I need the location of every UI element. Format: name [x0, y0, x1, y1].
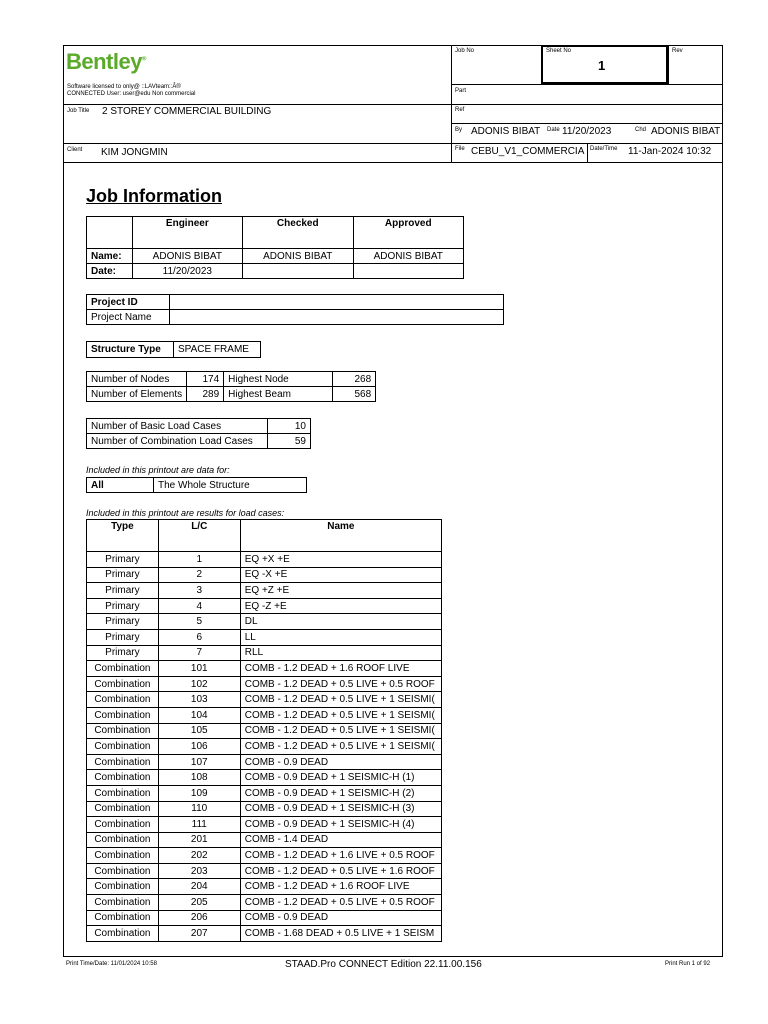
checked-name: ADONIS BIBAT	[243, 249, 353, 264]
lc-number-cell: 104	[158, 707, 240, 723]
table-row	[87, 754, 442, 770]
lc-type-cell: Combination	[87, 692, 159, 708]
lc-name-cell: COMB - 1.2 DEAD + 0.5 LIVE + 1 SEISMI(	[240, 692, 441, 708]
lc-number-cell: 102	[158, 676, 240, 692]
table-row	[87, 848, 442, 864]
lc-type-cell: Combination	[87, 926, 159, 942]
lc-type-cell: Combination	[87, 676, 159, 692]
lc-type-cell: Primary	[87, 629, 159, 645]
date-label: Date	[547, 127, 560, 133]
lc-number-cell: 203	[158, 863, 240, 879]
job-title: 2 STOREY COMMERCIAL BUILDING	[102, 106, 272, 117]
lc-number-cell: 206	[158, 910, 240, 926]
table-row	[87, 770, 442, 786]
table-row	[87, 926, 442, 942]
lc-name-cell: COMB - 1.2 DEAD + 0.5 LIVE + 0.5 ROOF	[240, 895, 441, 911]
lc-name-cell: COMB - 0.9 DEAD	[240, 754, 441, 770]
lc-name-cell: COMB - 0.9 DEAD + 1 SEISMIC-H (1)	[240, 770, 441, 786]
highest-beam-label: Highest Beam	[224, 387, 333, 402]
scope-table	[86, 477, 307, 493]
lc-name-cell: RLL	[240, 645, 441, 661]
approved-date	[353, 264, 464, 279]
lc-type-cell: Combination	[87, 739, 159, 755]
table-row	[87, 552, 442, 568]
lc-type-cell: Combination	[87, 723, 159, 739]
rev-label: Rev	[672, 48, 683, 54]
scope-desc: The Whole Structure	[154, 478, 307, 493]
col-engineer: Engineer	[132, 217, 242, 249]
print-run: Print Run 1 of 92	[665, 961, 711, 967]
lc-name-cell: COMB - 1.2 DEAD + 0.5 LIVE + 1 SEISMI(	[240, 723, 441, 739]
lc-type-cell: Combination	[87, 754, 159, 770]
lc-number-cell: 205	[158, 895, 240, 911]
date-value: 11/20/2023	[562, 126, 612, 137]
col-lc: L/C	[158, 520, 240, 552]
project-name-label: Project Name	[87, 310, 170, 325]
by-label: By	[455, 127, 463, 133]
part-label: Part	[455, 88, 467, 94]
file-label: File	[455, 146, 465, 152]
print-time: Print Time/Date: 11/01/2024 10:58	[66, 961, 157, 967]
lc-number-cell: 111	[158, 817, 240, 833]
lc-name-cell: COMB - 1.2 DEAD + 0.5 LIVE + 1 SEISMI(	[240, 739, 441, 755]
lc-name-cell: COMB - 1.4 DEAD	[240, 832, 441, 848]
table-row	[87, 707, 442, 723]
job-information-title: Job Information	[86, 186, 222, 206]
table-row	[87, 832, 442, 848]
lc-number-cell: 101	[158, 661, 240, 677]
structure-type-label: Structure Type	[87, 342, 174, 358]
table-row	[87, 645, 442, 661]
nodes-elements-table	[86, 371, 376, 402]
lc-number-cell: 7	[158, 645, 240, 661]
lc-name-cell: DL	[240, 614, 441, 630]
lc-type-cell: Primary	[87, 567, 159, 583]
table-row	[87, 598, 442, 614]
combo-lc-label: Number of Combination Load Cases	[87, 434, 268, 449]
lc-type-cell: Combination	[87, 707, 159, 723]
load-case-count-table	[86, 418, 311, 449]
col-name: Name	[240, 520, 441, 552]
lc-number-cell: 6	[158, 629, 240, 645]
lc-type-cell: Combination	[87, 801, 159, 817]
table-row	[87, 895, 442, 911]
lc-type-cell: Primary	[87, 552, 159, 568]
project-table	[86, 294, 504, 325]
chd-value: ADONIS BIBAT	[651, 126, 721, 137]
elements-label: Number of Elements	[87, 387, 187, 402]
table-row	[87, 583, 442, 599]
lc-number-cell: 105	[158, 723, 240, 739]
structure-type-value: SPACE FRAME	[174, 342, 261, 358]
lc-name-cell: COMB - 1.2 DEAD + 1.6 ROOF LIVE	[240, 879, 441, 895]
sheet-no-label: Sheet No	[546, 48, 572, 54]
lc-type-cell: Combination	[87, 848, 159, 864]
datetime-value: 11-Jan-2024 10:32	[628, 146, 712, 157]
table-row	[87, 801, 442, 817]
scope-label: All	[87, 478, 154, 493]
lc-number-cell: 109	[158, 785, 240, 801]
checked-date	[243, 264, 353, 279]
lc-number-cell: 103	[158, 692, 240, 708]
highest-node-value: 268	[333, 372, 376, 387]
nodes-label: Number of Nodes	[87, 372, 187, 387]
lc-name-cell: EQ -X +E	[240, 567, 441, 583]
lc-number-cell: 201	[158, 832, 240, 848]
lc-number-cell: 202	[158, 848, 240, 864]
data-note: Included in this printout are data for:	[86, 465, 230, 475]
combo-lc-value: 59	[268, 434, 311, 449]
lc-type-cell: Combination	[87, 863, 159, 879]
lc-type-cell: Combination	[87, 910, 159, 926]
col-type: Type	[87, 520, 159, 552]
lc-name-cell: LL	[240, 629, 441, 645]
table-row	[87, 817, 442, 833]
lc-name-cell: COMB - 0.9 DEAD + 1 SEISMIC-H (2)	[240, 785, 441, 801]
lc-name-cell: COMB - 1.2 DEAD + 0.5 LIVE + 0.5 ROOF	[240, 676, 441, 692]
project-id-value	[170, 295, 504, 310]
lc-name-cell: EQ -Z +E	[240, 598, 441, 614]
lc-name-cell: COMB - 0.9 DEAD + 1 SEISMIC-H (3)	[240, 801, 441, 817]
nodes-value: 174	[187, 372, 224, 387]
lc-number-cell: 3	[158, 583, 240, 599]
lc-type-cell: Primary	[87, 614, 159, 630]
table-row	[87, 567, 442, 583]
job-no-label: Job No	[455, 48, 475, 54]
project-id-label: Project ID	[87, 295, 170, 310]
chd-label: Chd	[635, 127, 647, 133]
lc-number-cell: 107	[158, 754, 240, 770]
lc-name-cell: COMB - 1.2 DEAD + 0.5 LIVE + 1 SEISMI(	[240, 707, 441, 723]
job-title-label: Job Title	[67, 108, 90, 114]
lc-name-cell: EQ +Z +E	[240, 583, 441, 599]
client-name: KIM JONGMIN	[101, 147, 168, 158]
basic-lc-value: 10	[268, 419, 311, 434]
engineer-name: ADONIS BIBAT	[132, 249, 242, 264]
lc-name-cell: COMB - 0.9 DEAD + 1 SEISMIC-H (4)	[240, 817, 441, 833]
lc-type-cell: Primary	[87, 583, 159, 599]
highest-node-label: Highest Node	[224, 372, 333, 387]
ref-label: Ref	[455, 107, 465, 113]
lc-type-cell: Combination	[87, 770, 159, 786]
lc-name-cell: EQ +X +E	[240, 552, 441, 568]
engineer-date: 11/20/2023	[132, 264, 242, 279]
lc-type-cell: Combination	[87, 785, 159, 801]
table-row	[87, 863, 442, 879]
load-cases-table	[86, 519, 442, 942]
lc-type-cell: Primary	[87, 645, 159, 661]
datetime-label: Date/Time	[590, 146, 618, 152]
sheet-no: 1	[598, 58, 606, 73]
lc-type-cell: Combination	[87, 895, 159, 911]
col-approved: Approved	[353, 217, 464, 249]
lc-name-cell: COMB - 1.2 DEAD + 1.6 ROOF LIVE	[240, 661, 441, 677]
lc-type-cell: Combination	[87, 661, 159, 677]
results-note: Included in this printout are results for load cases:	[86, 508, 285, 518]
lc-number-cell: 1	[158, 552, 240, 568]
lc-number-cell: 204	[158, 879, 240, 895]
lc-name-cell: COMB - 1.2 DEAD + 0.5 LIVE + 1.6 ROOF	[240, 863, 441, 879]
lc-number-cell: 108	[158, 770, 240, 786]
date-row-label: Date:	[87, 264, 133, 279]
lc-number-cell: 106	[158, 739, 240, 755]
lc-number-cell: 207	[158, 926, 240, 942]
table-row	[87, 785, 442, 801]
structure-type-table	[86, 341, 261, 358]
col-checked: Checked	[243, 217, 353, 249]
table-row	[87, 629, 442, 645]
table-row	[87, 692, 442, 708]
table-row	[87, 910, 442, 926]
lc-number-cell: 4	[158, 598, 240, 614]
table-row	[87, 739, 442, 755]
table-row	[87, 676, 442, 692]
basic-lc-label: Number of Basic Load Cases	[87, 419, 268, 434]
lc-type-cell: Combination	[87, 817, 159, 833]
elements-value: 289	[187, 387, 224, 402]
approved-name: ADONIS BIBAT	[353, 249, 464, 264]
table-row	[87, 879, 442, 895]
lc-type-cell: Primary	[87, 598, 159, 614]
highest-beam-value: 568	[333, 387, 376, 402]
by-value: ADONIS BIBAT	[471, 126, 541, 137]
file-value: CEBU_V1_COMMERCIA	[471, 146, 585, 157]
project-name-value	[170, 310, 504, 325]
client-label: Client	[67, 147, 83, 153]
lc-number-cell: 2	[158, 567, 240, 583]
lc-name-cell: COMB - 1.68 DEAD + 0.5 LIVE + 1 SEISM	[240, 926, 441, 942]
lc-name-cell: COMB - 0.9 DEAD	[240, 910, 441, 926]
lc-type-cell: Combination	[87, 879, 159, 895]
lc-number-cell: 5	[158, 614, 240, 630]
job-info-table	[86, 216, 464, 279]
lc-name-cell: COMB - 1.2 DEAD + 1.6 LIVE + 0.5 ROOF	[240, 848, 441, 864]
table-row	[87, 614, 442, 630]
product-version: STAAD.Pro CONNECT Edition 22.11.00.156	[285, 959, 482, 970]
table-row	[87, 661, 442, 677]
license-line-2: CONNECTED User: user@edu Non commercial	[67, 91, 196, 97]
bentley-logo: Bentley®	[66, 49, 146, 74]
license-line-1: Software licensed to only@ ::LAVteam::Â®	[67, 84, 181, 90]
lc-type-cell: Combination	[87, 832, 159, 848]
table-row	[87, 723, 442, 739]
name-row-label: Name:	[87, 249, 133, 264]
lc-number-cell: 110	[158, 801, 240, 817]
